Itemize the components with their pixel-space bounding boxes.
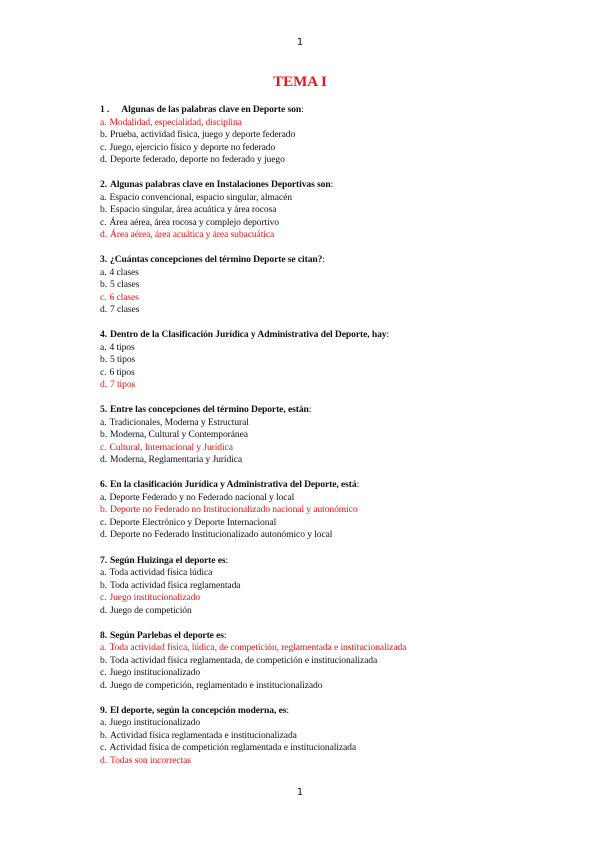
option-letter: c. (100, 441, 107, 453)
option-text: Moderna, Cultural y Contemporánea (110, 429, 248, 441)
question-5 (100, 404, 540, 467)
option-letter: d. (100, 454, 107, 466)
question-stem (100, 329, 540, 342)
question-suffix: : (308, 404, 312, 416)
option-letter: d. (100, 529, 107, 541)
question-2 (100, 179, 540, 242)
question-stem (100, 705, 540, 718)
question-suffix: : (301, 104, 304, 115)
option-letter: c. (100, 366, 107, 378)
option-text: Deporte Federado y no Federado nacional y local (109, 491, 295, 503)
question-suffix: : (330, 179, 334, 191)
option-letter: a. (100, 642, 107, 654)
option-text: Actividad física de competición reglamentada e institucionalizada (109, 742, 357, 754)
answer-option (100, 417, 540, 430)
option-text: 4 tipos (109, 341, 135, 353)
option-text: Tradicionales, Moderna y Estructural (109, 416, 249, 428)
option-text: Área aérea, área acuática y área subacuática (110, 229, 275, 241)
answer-option-correct (100, 292, 540, 305)
question-suffix: : (223, 629, 227, 641)
question-stem (100, 630, 540, 643)
option-text: Espacio singular, área acuática y área rocosa (110, 204, 277, 216)
answer-option-correct (100, 442, 540, 455)
answer-option (100, 680, 540, 693)
option-text: Juego institucionalizado (109, 667, 201, 679)
option-letter: d. (100, 604, 107, 616)
option-letter: b. (100, 279, 107, 291)
answer-option (100, 342, 540, 355)
question-number: 2. (100, 179, 107, 191)
option-text: 7 tipos (110, 379, 136, 391)
answer-option (100, 492, 540, 505)
option-letter: c. (100, 667, 107, 679)
option-letter: a. (100, 191, 107, 203)
answer-option (100, 367, 540, 380)
option-text: Actividad física reglamentada e institucionalizada (110, 729, 297, 741)
question-stem (100, 179, 540, 192)
option-letter: b. (100, 504, 107, 516)
option-letter: b. (100, 354, 107, 366)
option-text: 6 tipos (109, 366, 135, 378)
answer-option-correct (100, 755, 540, 768)
question-7 (100, 555, 540, 618)
answer-option (100, 655, 540, 668)
question-stem (100, 555, 540, 568)
question-suffix: : (356, 479, 360, 491)
question-list (100, 104, 540, 780)
option-text: Juego, ejercicio físico y deporte no federado (109, 141, 276, 153)
option-letter: a. (100, 717, 107, 729)
question-number: 1 . (100, 104, 110, 115)
question-8 (100, 630, 540, 693)
answer-option (100, 605, 540, 618)
option-letter: b. (100, 204, 107, 216)
option-text: Prueba, actividad física, juego y deporte federado (110, 129, 296, 140)
answer-option (100, 354, 540, 367)
option-text: Juego institucionalizado (109, 717, 201, 729)
question-6 (100, 479, 540, 542)
option-text: 4 clases (109, 266, 139, 278)
option-letter: c. (100, 742, 107, 754)
answer-option (100, 717, 540, 730)
question-number: 8. (100, 629, 107, 641)
answer-option (100, 279, 540, 292)
option-text: Juego de competición, reglamentado e institucionalizado (110, 679, 323, 691)
option-text: Todas son incorrectas (110, 754, 191, 766)
option-text: Toda actividad física, lúdica, de competición, reglamentada e institucionalizada (109, 642, 407, 654)
answer-option (100, 142, 540, 155)
option-text: Toda actividad física lúdica (109, 567, 213, 579)
question-text: Algunas de las palabras clave en Deporte son (121, 104, 302, 115)
option-letter: c. (100, 516, 107, 528)
option-text: Deporte Electrónico y Deporte Internacional (109, 516, 277, 528)
page-number-bottom: 1 (296, 787, 304, 798)
page-number-top: 1 (296, 37, 304, 48)
option-letter: d. (100, 379, 107, 391)
question-stem (100, 104, 540, 117)
option-letter: a. (100, 491, 107, 503)
answer-option (100, 192, 540, 205)
answer-option (100, 742, 540, 755)
question-text: Según Huizinga el deporte es (110, 554, 226, 566)
question-number: 5. (100, 404, 107, 416)
question-number: 3. (100, 254, 107, 266)
question-suffix: : (225, 554, 229, 566)
option-letter: d. (100, 154, 107, 165)
answer-option (100, 529, 540, 542)
question-4 (100, 329, 540, 392)
question-stem (100, 479, 540, 492)
option-text: Toda actividad física reglamentada, de competición e institucionalizada (110, 654, 378, 666)
option-text: Deporte federado, deporte no federado y juego (110, 154, 285, 165)
option-text: Espacio convencional, espacio singular, almacén (109, 191, 292, 203)
answer-option (100, 204, 540, 217)
question-number: 4. (100, 329, 107, 341)
option-letter: d. (100, 754, 107, 766)
option-letter: b. (100, 129, 107, 140)
question-text: ¿Cuántas concepciones del término Deporte se citan? (110, 254, 323, 266)
question-text: Entre las concepciones del término Deporte, están (110, 404, 309, 416)
option-letter: c. (100, 291, 107, 303)
question-text: Algunas palabras clave en Instalaciones Deportivas son (110, 179, 331, 191)
answer-option (100, 567, 540, 580)
answer-option-correct (100, 229, 540, 242)
option-text: Deporte no Federado no Institucionalizado nacional y autonómico (110, 504, 358, 516)
answer-option (100, 667, 540, 680)
option-text: 7 clases (110, 304, 140, 316)
answer-option-correct (100, 117, 540, 130)
option-letter: a. (100, 416, 107, 428)
option-text: Modalidad, especialidad, disciplina (109, 116, 242, 128)
option-letter: d. (100, 679, 107, 691)
question-suffix: : (322, 254, 325, 266)
question-suffix: : (286, 704, 289, 716)
question-text: El deporte, según la concepción moderna, es (110, 704, 287, 716)
question-number: 6. (100, 479, 107, 491)
question-text: Dentro de la Clasificación Jurídica y Administrativa del Deporte, hay (110, 329, 387, 341)
option-text: 6 clases (109, 291, 139, 303)
option-letter: b. (100, 654, 107, 666)
answer-option (100, 154, 540, 167)
question-stem (100, 404, 540, 417)
option-text: Juego institucionalizado (109, 592, 201, 604)
answer-option-correct (100, 504, 540, 517)
answer-option (100, 730, 540, 743)
option-text: 5 clases (110, 279, 140, 291)
option-letter: c. (100, 216, 107, 228)
question-number: 7. (100, 554, 107, 566)
answer-option (100, 217, 540, 230)
option-letter: b. (100, 579, 107, 591)
answer-option (100, 580, 540, 593)
option-text: 5 tipos (110, 354, 136, 366)
answer-option (100, 129, 540, 142)
question-suffix: : (386, 329, 390, 341)
page-title: TEMA I (273, 74, 327, 90)
answer-option-correct (100, 642, 540, 655)
option-letter: a. (100, 567, 107, 579)
answer-option (100, 429, 540, 442)
option-letter: b. (100, 429, 107, 441)
answer-option (100, 267, 540, 280)
answer-option (100, 517, 540, 530)
option-letter: a. (100, 266, 107, 278)
question-text: En la clasificación Jurídica y Administrativa del Deporte, está (110, 479, 357, 491)
question-text: Según Parlebas el deporte es (110, 629, 224, 641)
option-letter: a. (100, 116, 107, 128)
question-stem (100, 254, 540, 267)
question-1 (100, 104, 540, 167)
option-text: Moderna, Reglamentaria y Jurídica (110, 454, 243, 466)
option-text: Juego de competición (110, 604, 192, 616)
question-9 (100, 705, 540, 768)
option-letter: d. (100, 229, 107, 241)
answer-option-correct (100, 379, 540, 392)
question-number: 9. (100, 704, 107, 716)
option-text: Área aérea, área rocosa y complejo deportivo (109, 216, 279, 228)
option-letter: b. (100, 729, 107, 741)
answer-option-correct (100, 592, 540, 605)
answer-option (100, 454, 540, 467)
option-letter: c. (100, 141, 107, 153)
answer-option (100, 304, 540, 317)
option-text: Toda actividad física reglamentada (110, 579, 241, 591)
option-letter: c. (100, 592, 107, 604)
option-letter: d. (100, 304, 107, 316)
option-text: Cultural, Internacional y Jurídica (109, 441, 233, 453)
option-text: Deporte no Federado Institucionalizado autonómico y local (110, 529, 333, 541)
option-letter: a. (100, 341, 107, 353)
question-3 (100, 254, 540, 317)
